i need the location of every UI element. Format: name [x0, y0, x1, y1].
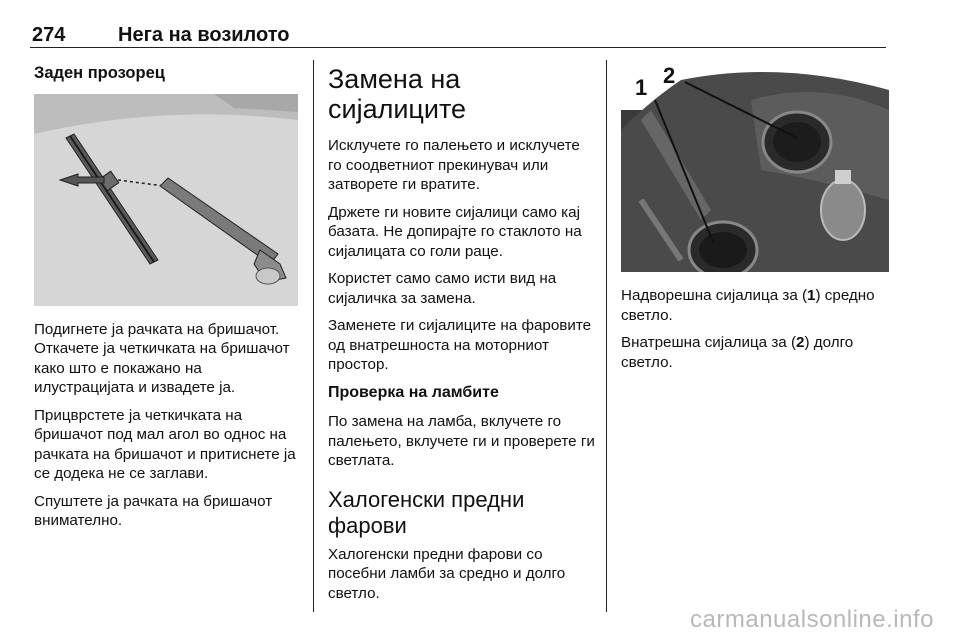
rear-window-step-2: Прицврстете ја четкичката на бришачот под мал агол во однос на рачката на бришачот и притиснете ја се додека не се заглави. [34, 406, 296, 482]
engine-bay-photo [621, 60, 889, 272]
column-bulb-replacement [328, 60, 596, 611]
inner-bulb-caption [621, 333, 891, 372]
caption-text: Внатрешна сијалица за ( [621, 334, 797, 351]
outer-bulb-caption [621, 286, 891, 325]
chapter-title: Нега на возилото [118, 24, 290, 46]
column-divider-1 [313, 60, 314, 612]
site-watermark: carmanualsonline.info [690, 606, 934, 633]
halogen-text: Халогенски предни фарови со посебни ламби за средно и долго светло. [328, 545, 566, 602]
caption-number: 1 [807, 287, 816, 304]
header-divider [30, 47, 886, 48]
caption-number: 2 [796, 334, 805, 351]
caption-text: ) долго светло. [621, 334, 854, 371]
rear-window-step-3: Спуштете ја рачката на бришачот внимателно. [34, 492, 273, 529]
halogen-heading: Халогенски предни фарови [328, 486, 525, 538]
bulb-step-4: Заменете ги сијалиците на фаровите од внатрешноста на моторниот простор. [328, 317, 592, 373]
column-rear-window [34, 60, 302, 539]
bulb-check-text: По замена на ламба, вклучете го палењето, вклучете ги и проверете ги светлата. [328, 413, 595, 469]
wiper-illustration [34, 94, 298, 306]
rear-window-heading: Заден прозорец [34, 64, 165, 82]
wiper-drawing [34, 94, 298, 306]
rear-window-step-1: Подигнете ја рачката на бришачот. Откачете ја четкичката на бришачот како што е покажано на илустрацијата и извадете ја. [34, 320, 290, 396]
caption-text: Надворешна сијалица за ( [621, 287, 808, 304]
bulb-step-3: Користет само само исти вид на сијаличка за замена. [328, 270, 557, 307]
column-headlamp-figure [621, 60, 891, 380]
bulb-step-2: Држете ги новите сијалици само кај базата. Не допирајте го стаклото на сијалицата со голи раце. [328, 203, 582, 260]
engine-bay-drawing [621, 60, 889, 272]
bulb-replacement-title: Замена на сијалиците [328, 64, 467, 124]
bulb-step-1: Исклучете го палењето и исклучете го соодветниот прекинувач или затворете ги вратите. [328, 137, 580, 193]
bulb-check-heading: Проверка на ламбите [328, 383, 499, 401]
figure-label-1: 1 [635, 75, 648, 100]
caption-text: ) средно светло. [621, 287, 875, 324]
figure-label-2: 2 [663, 63, 676, 88]
page-number: 274 [32, 24, 66, 46]
column-divider-2 [606, 60, 607, 612]
